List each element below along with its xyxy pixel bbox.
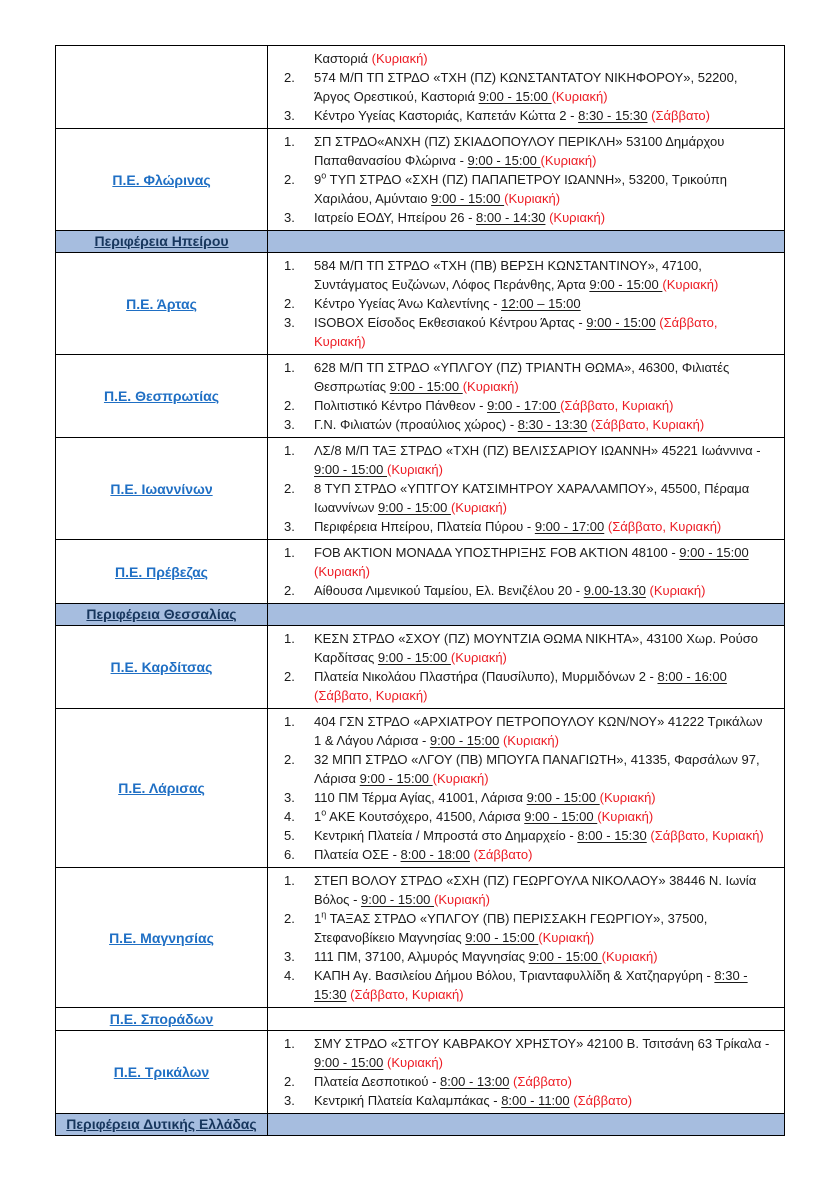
day-label: (Κυριακή): [387, 462, 443, 477]
location-text: 8 ΤΥΠ ΣΤΡΔΟ «ΥΠΤΓΟΥ ΚΑΤΣΙΜΗΤΡΟΥ ΧΑΡΑΛΑΜΠΟΥ», 45500, Πέραμα Ιωαννίνων: [314, 481, 750, 515]
locations-cell: [268, 231, 784, 252]
day-label: (Κυριακή): [450, 500, 507, 515]
location-item: [284, 1091, 774, 1110]
locations-cell: [268, 129, 784, 230]
item-text: [314, 712, 774, 750]
section-header-cell: [56, 604, 268, 625]
opening-hours: 8:00 - 18:00: [400, 847, 470, 862]
location-item: [284, 947, 774, 966]
region-name-cell: [56, 46, 268, 128]
day-label: (Κυριακή): [549, 210, 606, 225]
opening-hours: 8:00 - 11:00: [501, 1093, 570, 1108]
region-name-link: Π.Ε. Μαγνησίας: [109, 929, 214, 946]
location-text: Πλατεία Δεσποτικού -: [314, 1074, 441, 1089]
day-label: (Κυριακή): [504, 191, 561, 206]
location-text: ΑΚΕ Κουτσόχερο, 41500, Λάρισα: [326, 809, 525, 824]
item-text: [314, 947, 774, 966]
region-name-cell: [56, 129, 268, 230]
location-text: 9: [314, 172, 322, 187]
region-name-link: Π.Ε. Άρτας: [126, 295, 197, 312]
region-name-cell: [56, 868, 268, 1007]
location-item: [284, 358, 774, 396]
location-item: [284, 788, 774, 807]
day-label: (Σάββατο, Κυριακή): [350, 987, 464, 1002]
item-text: [314, 966, 774, 1004]
opening-hours: 9:00 - 15:00: [314, 1055, 384, 1070]
region-name-cell: [56, 253, 268, 354]
ordinal-superscript: η: [321, 909, 327, 920]
item-number: 2.: [284, 398, 295, 413]
item-number: 1.: [284, 1036, 295, 1051]
section-header-row: [56, 1113, 784, 1135]
locations-cell: [268, 1031, 784, 1113]
location-item: [284, 294, 774, 313]
region-name-link: Π.Ε. Ιωαννίνων: [110, 480, 213, 497]
day-label: (Κυριακή): [450, 650, 507, 665]
opening-hours: 9:00 - 15:00: [465, 930, 539, 945]
region-name-link: Π.Ε. Σποράδων: [109, 1011, 214, 1027]
item-text: [314, 170, 774, 208]
opening-hours: 9:00 - 15:00: [429, 733, 500, 748]
item-number: 4.: [284, 809, 295, 824]
region-row: [56, 867, 784, 1007]
item-text: [314, 517, 774, 536]
opening-hours: 9:00 - 15:00: [359, 771, 433, 786]
opening-hours: 12:00 – 15:00: [501, 296, 581, 311]
location-text: 1: [314, 911, 322, 926]
item-text: [314, 543, 774, 581]
location-item: [284, 581, 774, 600]
location-text: ΤΥΠ ΣΤΡΔΟ «ΣΧΗ (ΠΖ) ΠΑΠΑΠΕΤΡΟΥ ΙΩΑΝΝΗ», 53200, Τρικούπη Χαριλάου, Αμύνταιο: [314, 172, 727, 206]
region-row: [56, 625, 784, 708]
region-name-cell: [56, 540, 268, 603]
item-number: 1.: [284, 360, 295, 375]
location-item: [284, 256, 774, 294]
item-text: [314, 1072, 774, 1091]
opening-hours: 9:00 - 15:00: [431, 191, 505, 206]
location-item: [284, 845, 774, 864]
location-item: [284, 909, 774, 947]
section-header-cell: [56, 1114, 268, 1135]
region-row: [56, 128, 784, 230]
item-number: 1.: [284, 545, 295, 560]
item-number: 2.: [284, 752, 295, 767]
locations-cell: [268, 626, 784, 708]
location-text: Πλατεία ΟΣΕ -: [314, 847, 401, 862]
region-row: [56, 1007, 784, 1030]
day-label: (Κυριακή): [551, 89, 608, 104]
item-text: [314, 441, 774, 479]
opening-hours: 9:00 - 15:00: [528, 949, 602, 964]
opening-hours: 8:00 - 16:00: [657, 669, 727, 684]
item-number: 2.: [284, 481, 295, 496]
location-text: FOB AKTION ΜΟΝΑΔΑ ΥΠΟΣΤΗΡΙΞΗΣ FOB AKTION 48100 -: [314, 545, 680, 560]
opening-hours: 9:00 - 15:00: [361, 892, 435, 907]
item-number: 2.: [284, 911, 295, 926]
opening-hours: 9:00 - 15:00: [589, 277, 663, 292]
day-label: (Κυριακή): [662, 277, 719, 292]
item-text: [314, 313, 774, 351]
location-item: [284, 966, 774, 1004]
item-number: 3.: [284, 519, 295, 534]
item-number: 3.: [284, 108, 295, 123]
day-label: (Σάββατο): [513, 1074, 572, 1089]
location-text: Πολιτιστικό Κέντρο Πάνθεον -: [314, 398, 488, 413]
location-text: 628 Μ/Π ΤΠ ΣΤΡΔΟ «ΥΠΛΓΟΥ (ΠΖ) ΤΡΙΑΝΤΗ ΘΩΜΑ», 46300, Φιλιατές Θεσπρωτίας: [314, 360, 730, 394]
item-text: [314, 788, 774, 807]
locations-cell: [268, 253, 784, 354]
region-name-link: Π.Ε. Θεσπρωτίας: [103, 388, 220, 404]
opening-hours: 9:00 - 15:00: [389, 379, 463, 394]
item-number: 2.: [284, 583, 295, 598]
location-text: Καστοριά: [314, 51, 372, 66]
item-text: [314, 1091, 774, 1110]
location-text: ISOBOX Είσοδος Εκθεσιακού Κέντρου Άρτας -: [314, 315, 587, 330]
location-item: [284, 826, 774, 845]
region-name-link: Π.Ε. Πρέβεζας: [115, 563, 208, 580]
section-header-row: [56, 230, 784, 252]
day-label: (Κυριακή): [599, 790, 656, 805]
item-number: 2.: [284, 172, 295, 187]
location-item: [284, 629, 774, 667]
item-number: 4.: [284, 968, 295, 983]
location-text: Κέντρο Υγείας Άνω Καλεντίνης -: [314, 296, 502, 311]
day-label: (Κυριακή): [597, 809, 654, 824]
opening-hours: 9:00 - 15:00: [377, 650, 451, 665]
item-text: [314, 629, 774, 667]
location-item: [284, 712, 774, 750]
location-item: [284, 543, 774, 581]
location-text: Κεντρική Πλατεία / Μπροστά στο Δημαρχείο -: [314, 828, 578, 843]
day-label: (Κυριακή): [502, 733, 559, 748]
locations-cell: [268, 709, 784, 867]
location-item: [284, 208, 774, 227]
day-label: (Κυριακή): [538, 930, 595, 945]
item-number: 5.: [284, 828, 295, 843]
day-label: (Κυριακή): [649, 583, 706, 598]
day-label: (Σάββατο): [651, 108, 710, 123]
day-label: (Κυριακή): [601, 949, 658, 964]
day-label: (Κυριακή): [314, 564, 370, 579]
opening-hours: 8:30 - 15:30: [578, 108, 648, 123]
location-text: Περιφέρεια Ηπείρου, Πλατεία Πύρου -: [314, 519, 535, 534]
day-label: (Σάββατο, Κυριακή): [314, 688, 428, 703]
item-number: 1.: [284, 714, 295, 729]
section-header-title: Περιφέρεια Θεσσαλίας: [86, 606, 237, 622]
location-item: [284, 49, 774, 68]
item-text: [314, 132, 774, 170]
item-number: 3.: [284, 315, 295, 330]
location-item: [284, 415, 774, 434]
section-header-cell: [56, 231, 268, 252]
location-text: 574 Μ/Π ΤΠ ΣΤΡΔΟ «ΤΧΗ (ΠΖ) ΚΩΝΣΤΑΝΤΑΤΟΥ ΝΙΚΗΦΟΡΟΥ», 52200, Άργος Ορεστικού, Καστοριά: [314, 70, 738, 104]
region-name-link: Π.Ε. Καρδίτσας: [110, 659, 213, 675]
opening-hours: 9:00 - 15:00: [377, 500, 451, 515]
item-number: 1.: [284, 443, 295, 458]
location-item: [284, 479, 774, 517]
item-text: [314, 826, 774, 845]
opening-hours: 9:00 - 15:00: [478, 89, 552, 104]
opening-hours: 9:00 - 17:00: [487, 398, 561, 413]
day-label: (Κυριακή): [371, 51, 428, 66]
location-text: Κεντρική Πλατεία Καλαμπάκας -: [314, 1093, 502, 1108]
item-text: [314, 294, 774, 313]
opening-hours: 9:00 - 15:00: [467, 153, 541, 168]
location-item: [284, 750, 774, 788]
item-text: [314, 49, 774, 68]
region-row: [56, 1030, 784, 1113]
location-text: ΣΤΕΠ ΒΟΛΟΥ ΣΤΡΔΟ «ΣΧΗ (ΠΖ) ΓΕΩΡΓΟΥΛΑ ΝΙΚΟΛΑΟΥ» 38446 Ν. Ιωνία Βόλος -: [314, 873, 757, 907]
location-item: [284, 1034, 774, 1072]
day-label: (Κυριακή): [387, 1055, 443, 1070]
region-name-link: Π.Ε. Λάρισας: [118, 780, 205, 796]
item-number: 2.: [284, 296, 295, 311]
item-number: 1.: [284, 631, 295, 646]
day-label: (Σάββατο, Κυριακή): [650, 828, 764, 843]
day-label: (Σάββατο, Κυριακή): [560, 398, 674, 413]
location-text: 584 Μ/Π ΤΠ ΣΤΡΔΟ «ΤΧΗ (ΠΒ) ΒΕΡΣΗ ΚΩΝΣΤΑΝΤΙΝΟΥ», 47100, Συντάγματος Ευζώνων, Λόφος Περάνθης, Άρτα: [314, 258, 702, 292]
item-text: [314, 750, 774, 788]
locations-cell: [268, 46, 784, 128]
day-label: (Σάββατο, Κυριακή): [314, 315, 718, 349]
item-text: [314, 909, 774, 947]
item-number: [284, 49, 314, 68]
location-item: [284, 170, 774, 208]
region-name-cell: [56, 626, 268, 708]
region-name-cell: [56, 709, 268, 867]
item-number: 1.: [284, 873, 295, 888]
section-header-title: Περιφέρεια Ηπείρου: [94, 233, 229, 249]
locations-cell: [268, 868, 784, 1007]
location-text: Ιατρείο ΕΟΔΥ, Ηπείρου 26 -: [314, 210, 477, 225]
opening-hours: 8:00 - 14:30: [476, 210, 546, 225]
item-text: [314, 845, 774, 864]
locations-table: [55, 45, 785, 1136]
item-text: [314, 396, 774, 415]
section-header-title: Περιφέρεια Δυτικής Ελλάδας: [66, 1116, 257, 1132]
region-name-cell: [56, 355, 268, 437]
location-text: ΤΑΞΑΣ ΣΤΡΔΟ «ΥΠΛΓΟΥ (ΠΒ) ΠΕΡΙΣΣΑΚΗ ΓΕΩΡΓΙΟΥ», 37500, Στεφανοβίκειο Μαγνησίας: [314, 911, 708, 945]
locations-cell: [268, 355, 784, 437]
locations-cell: [268, 540, 784, 603]
item-text: [314, 415, 774, 434]
location-text: Πλατεία Νικολάου Πλαστήρα (Παυσίλυπο), Μυρμιδόνων 2 -: [314, 669, 658, 684]
region-row: [56, 539, 784, 603]
opening-hours: 8:00 - 15:30: [577, 828, 647, 843]
item-text: [314, 871, 774, 909]
item-text: [314, 581, 774, 600]
opening-hours: 9:00 - 15:00: [314, 462, 387, 477]
locations-cell: [268, 604, 784, 625]
day-label: (Σάββατο): [573, 1093, 633, 1108]
region-row: [56, 46, 784, 128]
location-item: [284, 68, 774, 106]
region-name-cell: [56, 1031, 268, 1113]
ordinal-superscript: ο: [321, 807, 327, 818]
item-number: 3.: [284, 790, 295, 805]
opening-hours: 9:00 - 15:00: [679, 545, 749, 560]
location-text: 1: [314, 809, 322, 824]
item-text: [314, 68, 774, 106]
location-text: ΛΣ/8 Μ/Π ΤΑΞ ΣΤΡΔΟ «ΤΧΗ (ΠΖ) ΒΕΛΙΣΣΑΡΙΟΥ ΙΩΑΝΝΗ» 45221 Ιωάννινα -: [314, 443, 761, 458]
item-number: 1.: [284, 134, 295, 149]
day-label: (Κυριακή): [462, 379, 519, 394]
region-row: [56, 252, 784, 354]
locations-cell: [268, 1008, 784, 1030]
day-label: (Σάββατο, Κυριακή): [607, 519, 722, 534]
section-header-row: [56, 603, 784, 625]
location-item: [284, 807, 774, 826]
opening-hours: 9.00-13.30: [583, 583, 646, 598]
ordinal-superscript: ο: [321, 170, 327, 181]
location-item: [284, 132, 774, 170]
item-number: 3.: [284, 1093, 295, 1108]
item-text: [314, 256, 774, 294]
item-text: [314, 106, 774, 125]
region-name-link: Π.Ε. Φλώρινας: [112, 171, 211, 188]
opening-hours: 8:30 - 13:30: [517, 417, 588, 432]
day-label: (Σάββατο, Κυριακή): [590, 417, 705, 432]
item-number: 2.: [284, 1074, 295, 1089]
item-text: [314, 479, 774, 517]
location-text: ΣΠ ΣΤΡΔΟ«ΑΝΧΗ (ΠΖ) ΣΚΙΑΔΟΠΟΥΛΟΥ ΠΕΡΙΚΛΗ» 53100 Δημάρχου Παπαθανασίου Φλώρινα -: [314, 134, 725, 168]
day-label: (Κυριακή): [540, 153, 597, 168]
region-row: [56, 354, 784, 437]
region-name-cell: [56, 1008, 268, 1030]
item-text: [314, 358, 774, 396]
region-name-link: Π.Ε. Τρικάλων: [113, 1064, 210, 1080]
location-item: [284, 517, 774, 536]
opening-hours: 9:00 - 17:00: [534, 519, 605, 534]
location-text: ΚΕΣΝ ΣΤΡΔΟ «ΣΧΟΥ (ΠΖ) ΜΟΥΝΤΖΙΑ ΘΩΜΑ ΝΙΚΗΤΑ», 43100 Χωρ. Ρούσο Καρδίτσας: [314, 631, 758, 665]
item-number: 2.: [284, 70, 295, 85]
location-text: 32 ΜΠΠ ΣΤΡΔΟ «ΛΓΟΥ (ΠΒ) ΜΠΟΥΓΑ ΠΑΝΑΓΙΩΤΗ», 41335, Φαρσάλων 97, Λάρισα: [314, 752, 760, 786]
day-label: (Σάββατο): [473, 847, 533, 862]
location-item: [284, 1072, 774, 1091]
opening-hours: 8:30 - 15:30: [314, 968, 748, 1002]
locations-cell: [268, 438, 784, 539]
location-item: [284, 441, 774, 479]
opening-hours: 8:00 - 13:00: [440, 1074, 510, 1089]
item-number: 2.: [284, 669, 295, 684]
opening-hours: 9:00 - 15:00: [526, 790, 600, 805]
location-item: [284, 313, 774, 351]
item-number: 3.: [284, 417, 295, 432]
locations-cell: [268, 1114, 784, 1135]
location-text: Κέντρο Υγείας Καστοριάς, Καπετάν Κώττα 2 -: [314, 108, 579, 123]
location-text: Αίθουσα Λιμενικού Ταμείου, Ελ. Βενιζέλου 20 -: [314, 583, 584, 598]
item-number: 1.: [284, 258, 295, 273]
location-text: ΚΑΠΗ Αγ. Βασιλείου Δήμου Βόλου, Τριανταφυλλίδη & Χατζηαργύρη -: [314, 968, 715, 983]
item-number: 3.: [284, 210, 295, 225]
item-text: [314, 667, 774, 705]
region-row: [56, 708, 784, 867]
opening-hours: 9:00 - 15:00: [586, 315, 656, 330]
location-text: 404 ΓΣΝ ΣΤΡΔΟ «ΑΡΧΙΑΤΡΟΥ ΠΕΤΡΟΠΟΥΛΟΥ ΚΩΝ/ΝΟΥ» 41222 Τρικάλων 1 & Λάγου Λάρισα -: [314, 714, 763, 748]
day-label: (Κυριακή): [432, 771, 489, 786]
location-text: 110 ΠΜ Τέρμα Αγίας, 41001, Λάρισα: [314, 790, 527, 805]
location-item: [284, 396, 774, 415]
item-text: [314, 208, 774, 227]
location-text: ΣΜΥ ΣΤΡΔΟ «ΣΤΓΟΥ ΚΑΒΡΑΚΟΥ ΧΡΗΣΤΟΥ» 42100 Β. Τσιτσάνη 63 Τρίκαλα -: [314, 1036, 770, 1051]
opening-hours: 9:00 - 15:00: [524, 809, 598, 824]
item-number: 6.: [284, 847, 295, 862]
location-item: [284, 871, 774, 909]
location-item: [284, 106, 774, 125]
day-label: (Κυριακή): [434, 892, 490, 907]
location-text: Γ.Ν. Φιλιατών (προαύλιος χώρος) -: [314, 417, 518, 432]
item-text: [314, 807, 774, 826]
item-text: [314, 1034, 774, 1072]
location-item: [284, 667, 774, 705]
location-text: 111 ΠΜ, 37100, Αλμυρός Μαγνησίας: [314, 949, 529, 964]
item-number: 3.: [284, 949, 295, 964]
region-name-cell: [56, 438, 268, 539]
region-row: [56, 437, 784, 539]
